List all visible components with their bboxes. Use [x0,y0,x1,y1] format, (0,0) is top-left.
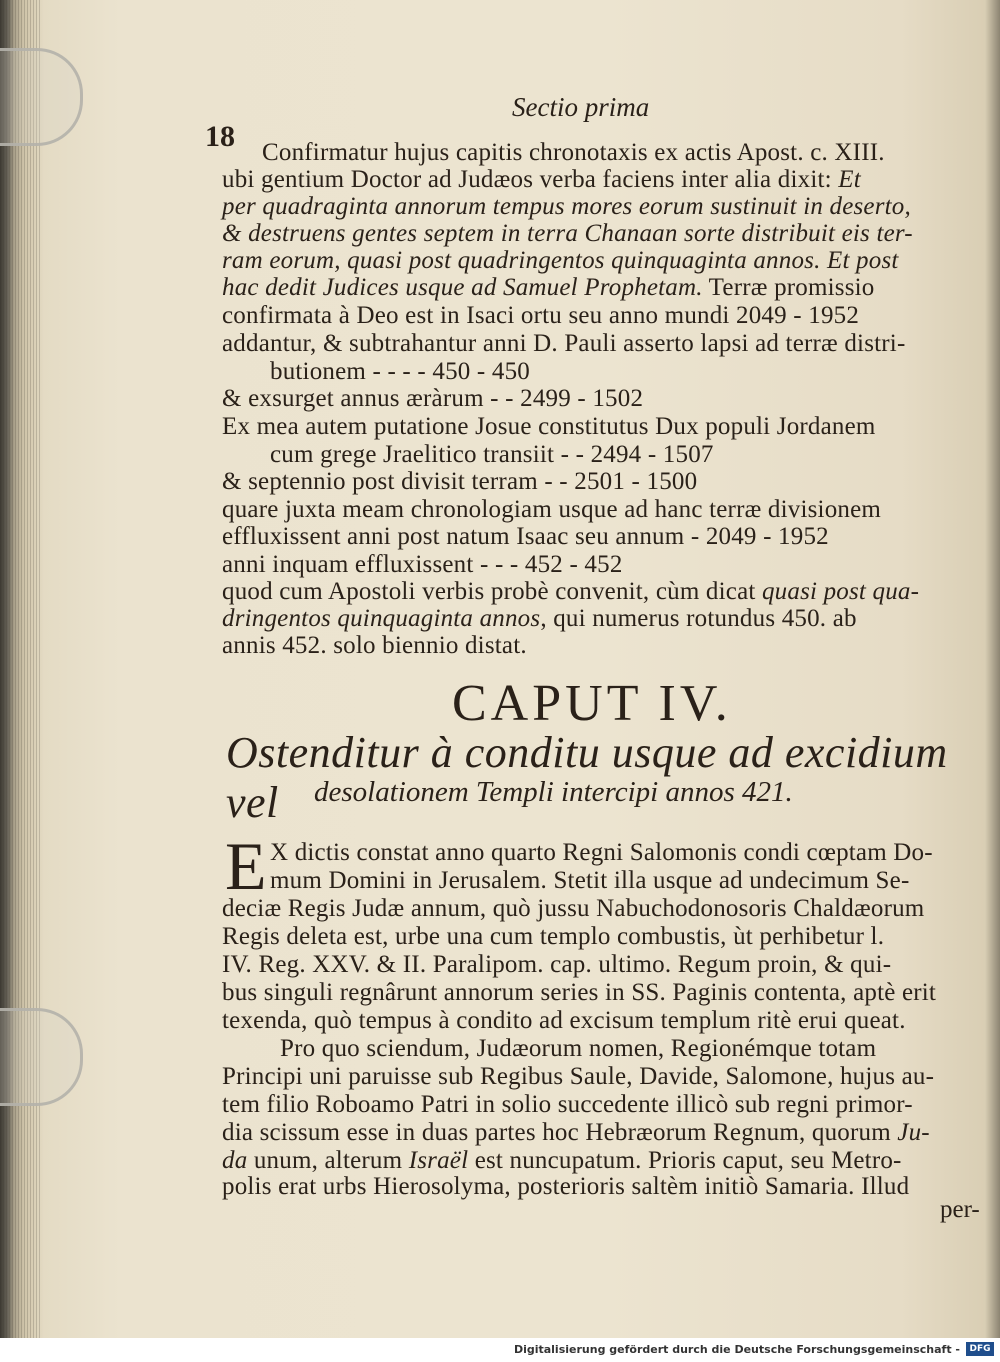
paper-clip-top [0,48,83,146]
text-line: & exsurget annus æràrum - - 2499 - 1502 [222,385,644,412]
text-line: annis 452. solo biennio distat. [222,632,527,659]
funding-credit: Digitalisierung gefördert durch die Deutsche Forschungsgemeinschaft - [513,1343,960,1356]
text-line: butionem - - - - 450 - 450 [270,358,531,385]
text-line: tem filio Roboamo Patri in solio succedente illicò sub regni primor- [222,1091,913,1118]
drop-cap: E [225,828,267,904]
catchword: per- [940,1196,980,1223]
text-line: Pro quo sciendum, Judæorum nomen, Regionémque totam [280,1035,877,1062]
text-line: Regis deleta est, urbe una cum templo combustis, ùt perhibetur l. [222,923,885,950]
text-line: deciæ Regis Judæ annum, quò jussu Nabuchodonosoris Chaldæorum [222,895,925,922]
text-line: hac dedit Judices usque ad Samuel Prophetam. Terræ promissio [222,274,875,301]
text-line: anni inquam effluxissent - - - 452 - 452 [222,551,623,578]
text-line: polis erat urbs Hierosolyma, posterioris saltèm initiò Samaria. Illud [222,1173,910,1200]
text-line: dringentos quinquaginta annos, qui numerus rotundus 450. ab [222,605,857,632]
text-line: cum grege Jraelitico transiit - - 2494 - 1507 [270,441,714,468]
paper-clip-bottom [0,1008,83,1106]
text-line: quod cum Apostoli verbis probè convenit, cùm dicat quasi post qua- [222,578,920,605]
text-line: IV. Reg. XXV. & II. Paralipom. cap. ultimo. Regum proin, & qui- [222,951,892,978]
text-line: & destruens gentes septem in terra Chanaan sorte distribuit eis ter- [222,220,913,247]
chapter-subtitle-line-2: desolationem Templi intercipi annos 421. [314,776,793,808]
digitization-footer [0,1338,1000,1362]
running-head: Sectio prima [512,92,650,122]
text-line: per quadraginta annorum tempus mores eorum sustinuit in deserto, [222,193,911,220]
text-line: confirmata à Deo est in Isaci ortu seu anno mundi 2049 - 1952 [222,302,860,329]
text-line: mum Domini in Jerusalem. Stetit illa usque ad undecimum Se- [270,867,910,894]
text-line: bus singuli regnârunt annorum series in SS. Paginis contenta, aptè erit [222,979,937,1006]
text-line: X dictis constat anno quarto Regni Salomonis condi cœptam Do- [270,839,933,866]
page-edge-shadow [0,0,40,1338]
text-line: Confirmatur hujus capitis chronotaxis ex actis Apost. c. XIII. [262,139,885,166]
dfg-logo: DFG [966,1342,994,1356]
text-line: ubi gentium Doctor ad Judæos verba faciens inter alia dixit: Et [222,166,861,193]
text-line: da unum, alterum Israël est nuncupatum. Prioris caput, seu Metro- [222,1147,902,1174]
text-line: Principi uni paruisse sub Regibus Saule, Davide, Salomone, hujus au- [222,1063,935,1090]
text-line: addantur, & subtrahantur anni D. Pauli asserto lapsi ad terræ distri- [222,330,906,357]
page-number: 18 [205,120,235,153]
chapter-title: CAPUT IV. [452,675,732,732]
text-line: quare juxta meam chronologiam usque ad hanc terræ divisionem [222,496,882,523]
text-line: dia scissum esse in duas partes hoc Hebræorum Regnum, quorum Ju- [222,1119,930,1146]
text-line: effluxissent anni post natum Isaac seu annum - 2049 - 1952 [222,523,829,550]
text-line: texenda, quò tempus à condito ad excisum templum ritè erui queat. [222,1007,906,1034]
text-line: ram eorum, quasi post quadringentos quinquaginta annos. Et post [222,247,899,274]
text-line: & septennio post divisit terram - - 2501 - 1500 [222,468,698,495]
text-line: Ex mea autem putatione Josue constitutus Dux populi Jordanem [222,413,876,440]
chapter-subtitle-line-1: Ostenditur à conditu usque ad excidium vel [226,728,948,827]
